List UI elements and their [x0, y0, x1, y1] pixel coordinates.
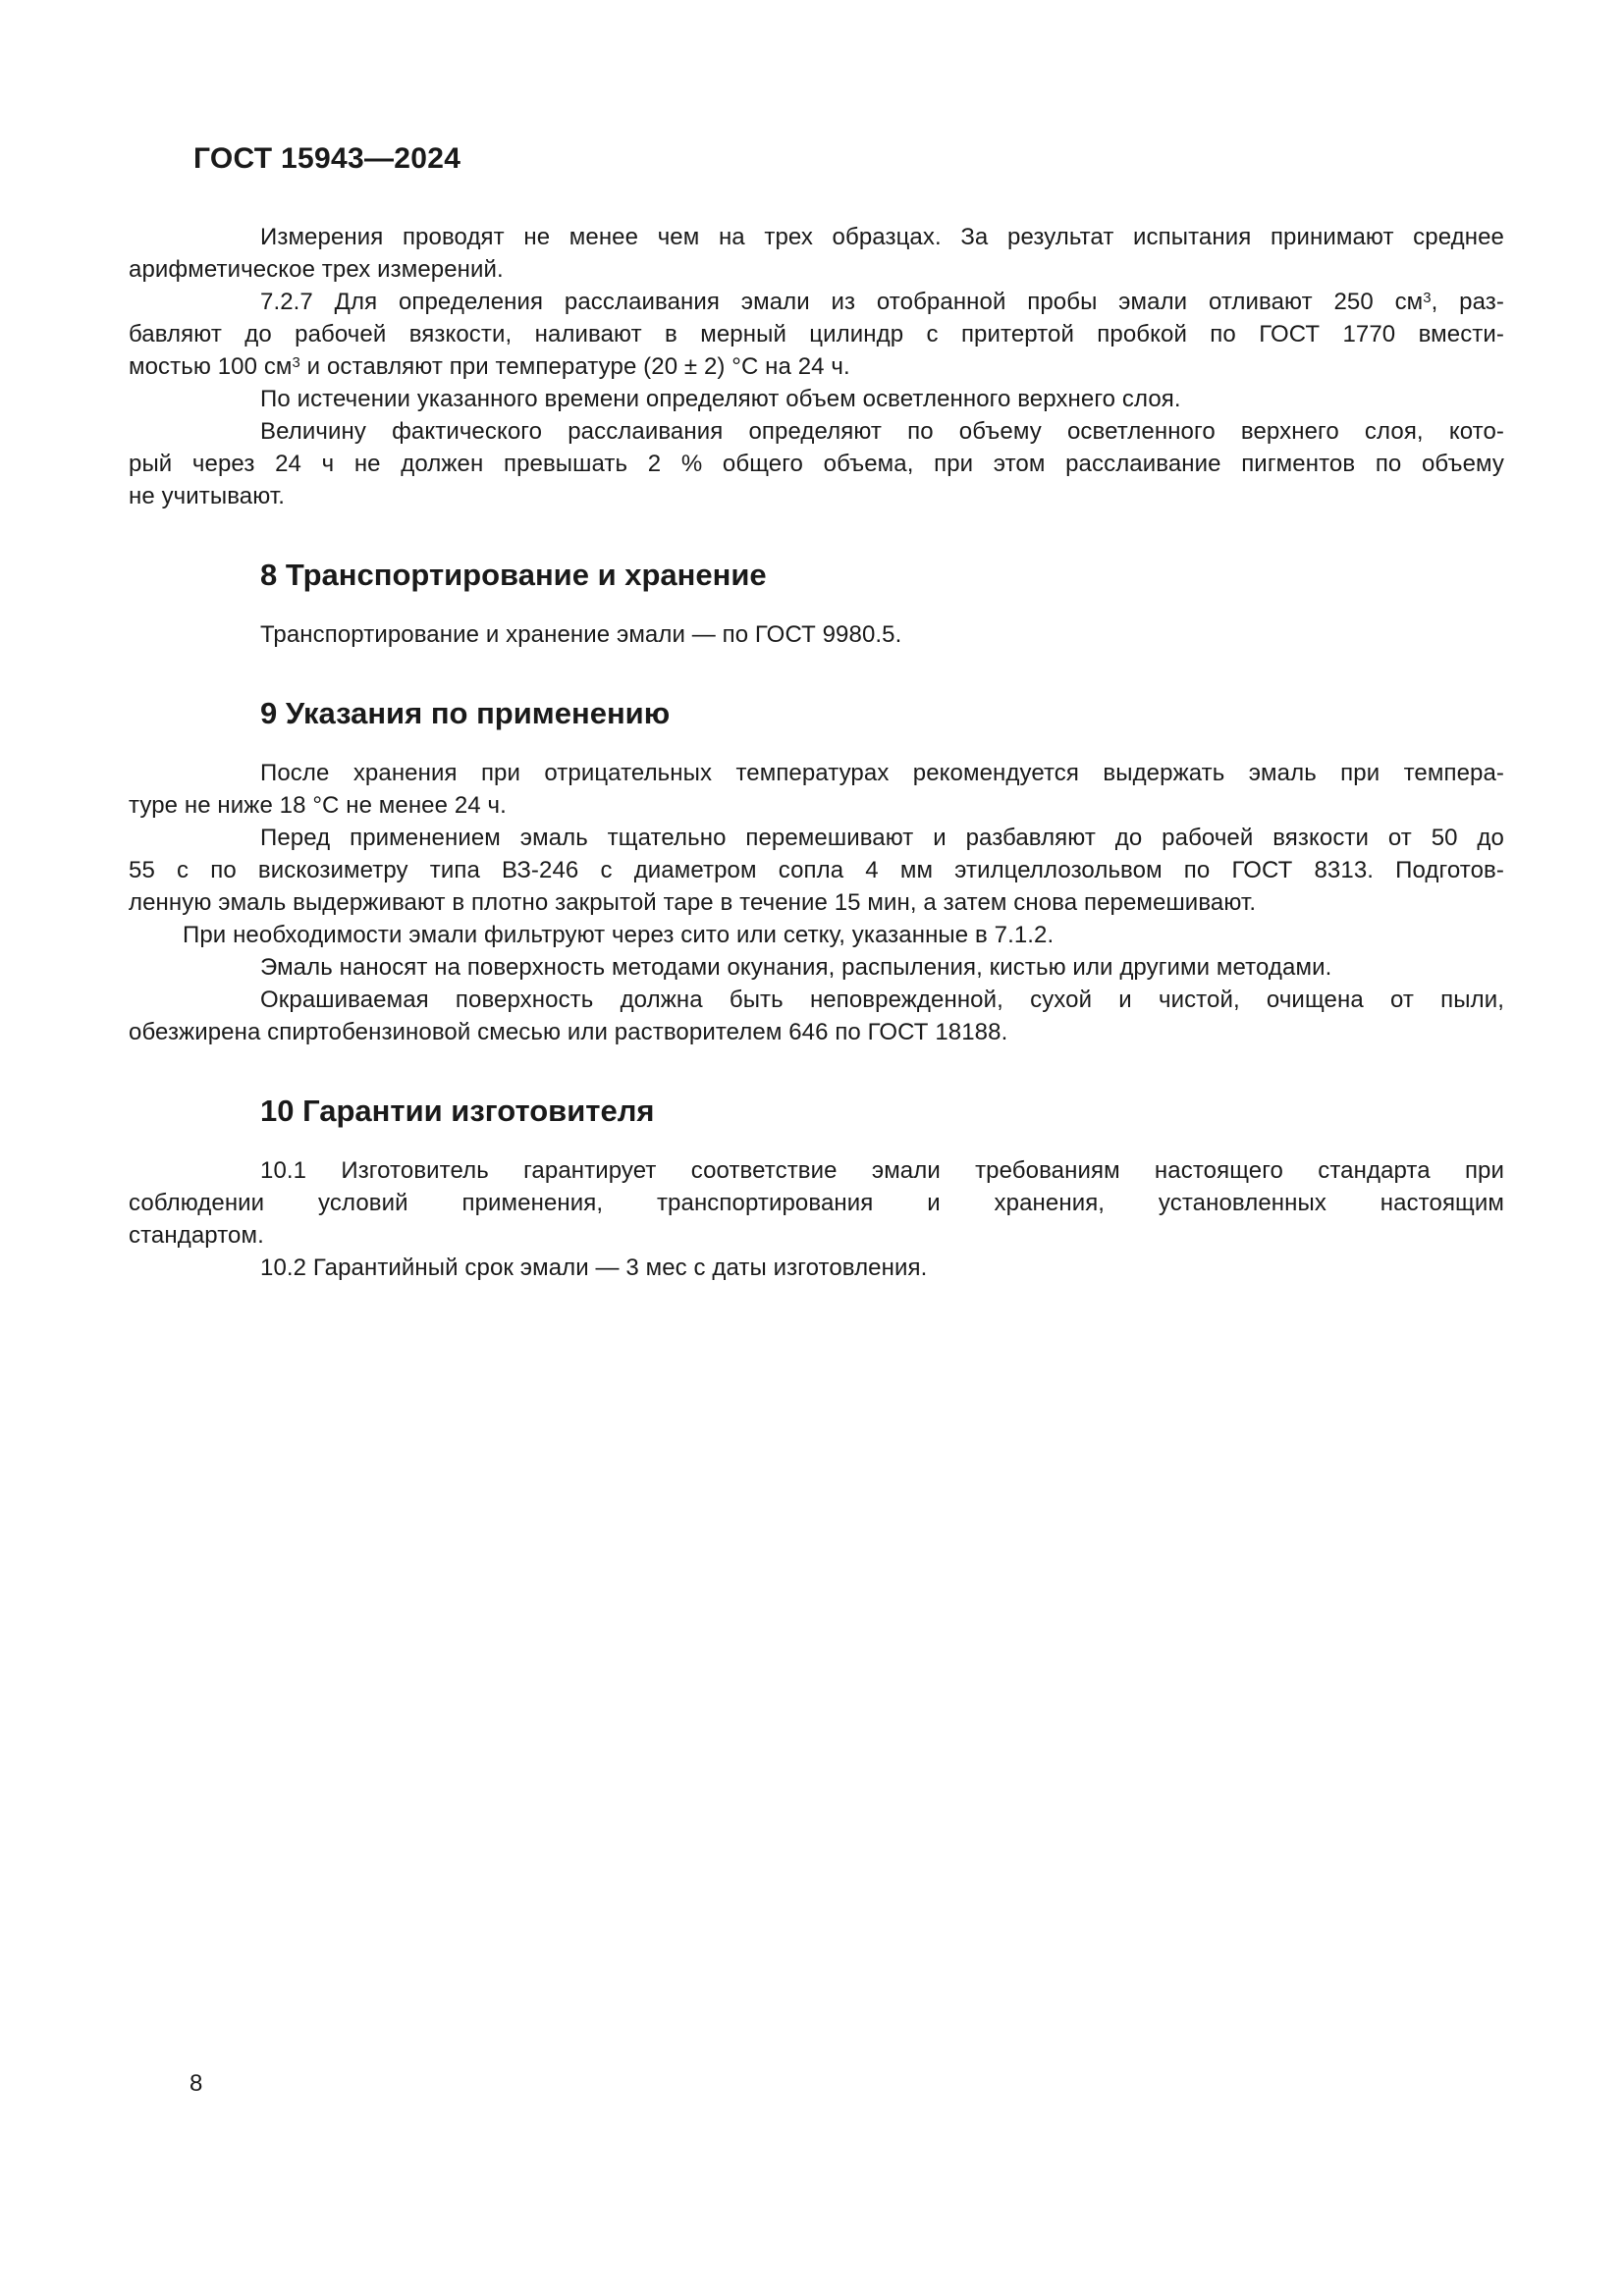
text-line: Перед применением эмаль тщательно перемешивают и разбавляют до рабочей вязкости от 50 до [260, 825, 1504, 851]
para-transport-storage [129, 618, 1504, 651]
text-line: бавляют до рабочей вязкости, наливают в мерный цилиндр с притертой пробкой по ГОСТ 1770 вмести- [129, 321, 1504, 347]
page-number: 8 [189, 2070, 203, 2097]
para-before-application [129, 822, 1504, 919]
text-line: не учитывают. [129, 483, 286, 509]
document-body [129, 221, 1504, 1284]
heading-section-8: 8 Транспортирование и хранение [260, 558, 767, 592]
text-line: мостью 100 $см^3$ и оставляют при температуре (20 ± 2) °С на 24 ч. [129, 353, 850, 380]
text-line: При необходимости эмали фильтруют через сито или сетку, указанные в 7.1.2. [183, 922, 1055, 948]
para-10-1-manufacturer-warranty [129, 1154, 1504, 1252]
text-line: 10.2 Гарантийный срок эмали — 3 мес с даты изготовления. [260, 1255, 928, 1281]
para-measurement-average [129, 221, 1504, 286]
text-line: рый через 24 ч не должен превышать 2 % общего объема, при этом расслаивание пигментов по объему [129, 451, 1504, 477]
text-line: арифметическое трех измерений. [129, 256, 504, 283]
text-line: Величину фактического расслаивания определяют по объему осветленного верхнего слоя, кото- [260, 418, 1504, 445]
text-line: Транспортирование и хранение эмали — по ГОСТ 9980.5. [260, 621, 902, 648]
text-line: 55 с по вискозиметру типа ВЗ-246 с диаметром сопла 4 мм этилцеллозольвом по ГОСТ 8313. Подготов- [129, 857, 1504, 883]
para-actual-separation-value [129, 415, 1504, 512]
para-10-2-warranty-period [129, 1252, 1504, 1284]
text-line: стандартом. [129, 1222, 264, 1249]
text-line: По истечении указанного времени определяют объем осветленного верхнего слоя. [260, 386, 1181, 412]
para-settled-layer-volume [129, 383, 1504, 415]
text-line: После хранения при отрицательных температурах рекомендуется выдержать эмаль при темпера- [260, 760, 1504, 786]
text-line: соблюдении условий применения, транспортирования и хранения, установленных настоящим [129, 1190, 1504, 1216]
para-filtering [129, 919, 1504, 951]
text-line: 7.2.7 Для определения расслаивания эмали из отобранной пробы эмали отливают 250 $см^3$, раз- [260, 289, 1505, 315]
text-line: 10.1 Изготовитель гарантирует соответствие эмали требованиям настоящего стандарта при [260, 1157, 1504, 1184]
para-surface-preparation [129, 984, 1504, 1048]
text-line: ленную эмаль выдерживают в плотно закрытой таре в течение 15 мин, а затем снова перемешивают. [129, 889, 1257, 916]
para-application-methods [129, 951, 1504, 984]
text-line: обезжирена спиртобензиновой смесью или растворителем 646 по ГОСТ 18188. [129, 1019, 1008, 1045]
heading-section-10: 10 Гарантии изготовителя [260, 1094, 655, 1128]
running-header: ГОСТ 15943—2024 [193, 142, 461, 175]
heading-section-9: 9 Указания по применению [260, 696, 671, 730]
text-line: Измерения проводят не менее чем на трех образцах. За результат испытания принимают среднее [260, 224, 1504, 250]
para-storage-temperature [129, 757, 1504, 822]
text-line: туре не ниже 18 °С не менее 24 ч. [129, 792, 507, 819]
text-line: Эмаль наносят на поверхность методами окунания, распыления, кистью или другими методами. [260, 954, 1332, 981]
para-7-2-7-separation-test [129, 286, 1504, 383]
text-line: Окрашиваемая поверхность должна быть неповрежденной, сухой и чистой, очищена от пыли, [260, 987, 1504, 1013]
